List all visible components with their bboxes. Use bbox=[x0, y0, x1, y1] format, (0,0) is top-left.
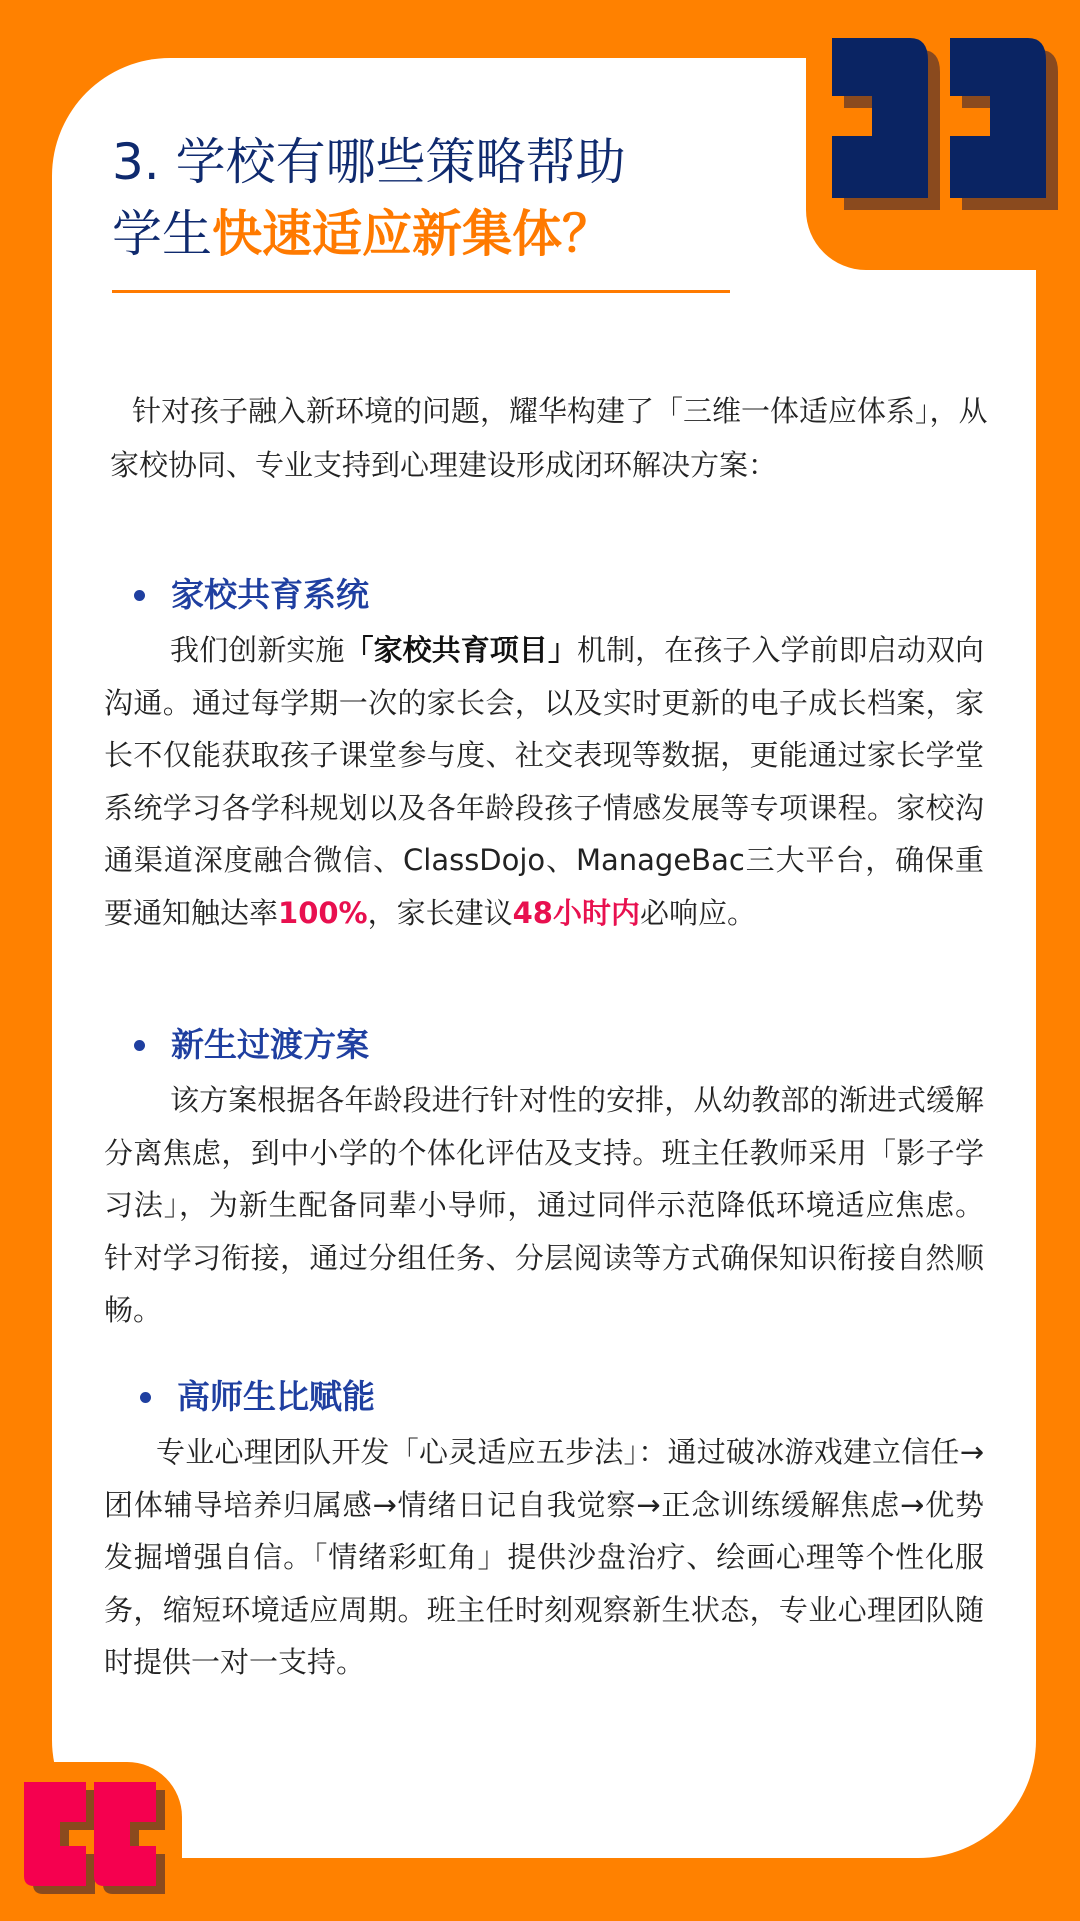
highlight-rate: 100% bbox=[278, 895, 368, 930]
bold-program-name: 「家校共育项目」 bbox=[344, 633, 578, 667]
section-heading-label: 家校共育系统 bbox=[171, 575, 369, 614]
section-heading-transition bbox=[134, 1022, 369, 1068]
section-paragraph-teacher-ratio: 专业心理团队开发「心灵适应五步法」：通过破冰游戏建立信任→团体辅导培养归属感→情绪日记自我觉察→正念训练缓解焦虑→优势发掘增强自信。「情绪彩虹角」提供沙盘治疗、绘画心理等个性化服务，缩短环境适应周期。班主任时刻观察新生状态，专业心理团队随时提供一对一支持。 bbox=[104, 1435, 984, 1679]
highlight-response-time: 48小时内 bbox=[512, 895, 640, 930]
para-text: 我们创新实施 bbox=[170, 633, 345, 667]
page-title bbox=[112, 126, 792, 270]
title-line-2 bbox=[112, 198, 792, 270]
section-heading-teacher-ratio bbox=[140, 1374, 375, 1420]
title-line-1: 3. 学校有哪些策略帮助 bbox=[112, 133, 626, 191]
intro-paragraph: 针对孩子融入新环境的问题，耀华构建了「三维一体适应体系」，从家校协同、专业支持到心理建设形成闭环解决方案： bbox=[110, 394, 988, 482]
section-heading-label: 新生过渡方案 bbox=[171, 1025, 369, 1064]
bullet-icon bbox=[134, 590, 145, 601]
section-heading-label: 高师生比赋能 bbox=[177, 1377, 375, 1416]
title-underline bbox=[112, 290, 730, 293]
title-line-2-prefix: 学生 bbox=[112, 205, 212, 263]
bullet-icon bbox=[134, 1040, 145, 1051]
section-paragraph-transition: 该方案根据各年龄段进行针对性的安排，从幼教部的渐进式缓解分离焦虑，到中小学的个体化评估及支持。班主任教师采用「影子学习法」，为新生配备同辈小导师，通过同伴示范降低环境适应焦虑。针对学习衔接，通过分组任务、分层阅读等方式确保知识衔接自然顺畅。 bbox=[104, 1083, 984, 1327]
para-text: 机制，在孩子入学前即启动双向沟通。通过每学期一次的家长会，以及实时更新的电子成长档案，家长不仅能获取孩子课堂参与度、社交表现等数据，更能通过家长学堂系统学习各学科规划以及各年龄段孩子情感发展等专项课程。家校沟通渠道深度融合微信、ClassDojo、ManageBac三大平台，确保重要通知触达率 bbox=[104, 633, 984, 930]
section-paragraph-home-school bbox=[104, 624, 984, 939]
closing-double-quote-icon bbox=[832, 38, 1054, 218]
para-text: 必响应。 bbox=[639, 895, 756, 930]
para-text: ，家长建议 bbox=[367, 895, 513, 930]
bullet-icon bbox=[140, 1392, 151, 1403]
title-accent: 快速适应新集体？ bbox=[212, 205, 612, 263]
opening-double-quote-icon bbox=[24, 1782, 174, 1894]
section-heading-home-school bbox=[134, 572, 369, 618]
